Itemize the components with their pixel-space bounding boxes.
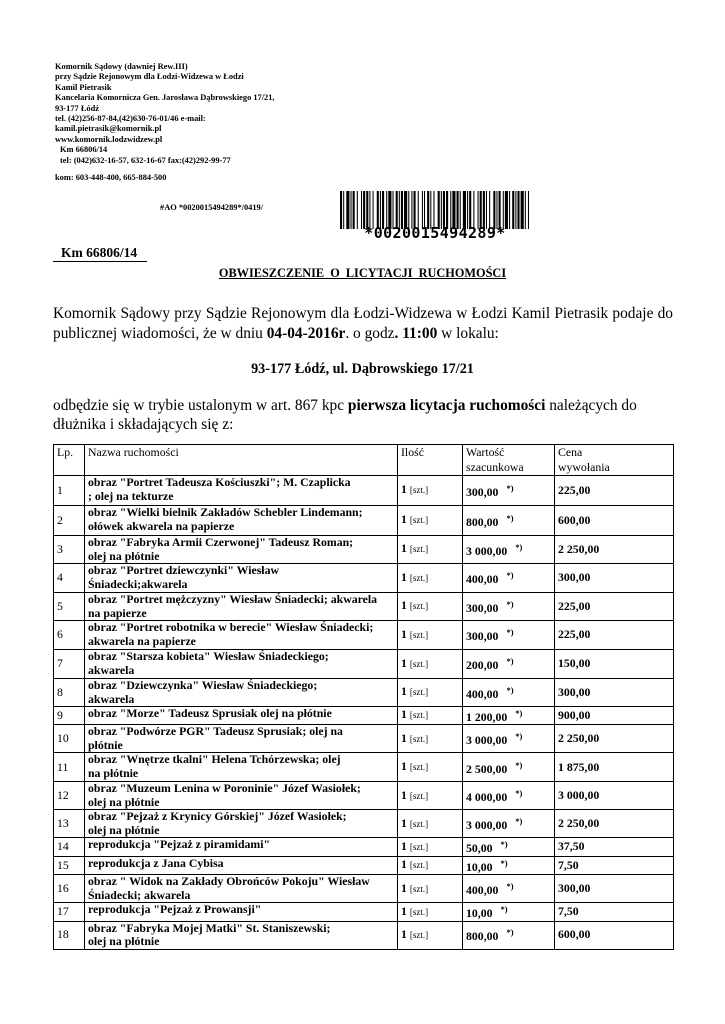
row-lp: 9 (54, 707, 85, 725)
header-website: www.komornik.lodzwidzew.pl (55, 134, 163, 144)
table-row (54, 621, 674, 650)
row-estimated-value (463, 707, 555, 725)
row-item-name-line1: obraz "Fabryka Mojej Matki" St. Staniszewski; (88, 920, 331, 935)
row-qty-value: 1 (401, 707, 407, 722)
row-value-footnote: *) (506, 512, 514, 523)
row-estimated-value (463, 838, 555, 856)
row-lp: 11 (54, 753, 85, 782)
row-estimated-value (463, 593, 555, 621)
row-item-name-line2: olej na płótnie (88, 548, 160, 563)
row-value-footnote: *) (500, 904, 508, 915)
row-value-footnote: *) (515, 541, 523, 552)
col-header-value-line1: Wartość (466, 445, 505, 459)
row-qty-value: 1 (401, 815, 407, 830)
row-value-amount: 400,00 (466, 686, 499, 701)
col-header-qty: Ilość (398, 445, 463, 476)
header-line: Kamil Pietrasik (55, 82, 112, 92)
row-value-footnote: *) (515, 788, 523, 799)
row-starting-price: 2 250,00 (555, 725, 674, 753)
table-row (54, 476, 674, 506)
row-value-amount: 2 500,00 (466, 761, 508, 776)
row-value-footnote: *) (515, 708, 523, 718)
row-qty (398, 506, 463, 536)
row-qty-value: 1 (401, 926, 407, 941)
row-item-name-line1: obraz "Portret mężczyzny" Wiesław Śniadecki; akwarela (88, 592, 378, 606)
row-estimated-value (463, 536, 555, 564)
row-qty (398, 593, 463, 621)
row-item-name (85, 782, 398, 810)
row-lp: 7 (54, 650, 85, 679)
row-qty-value: 1 (401, 482, 407, 497)
row-qty (398, 621, 463, 650)
row-qty-unit: [szt.] (409, 906, 429, 917)
row-item-name-line1: obraz "Starsza kobieta" Wiesław Śniadeckiego; (88, 649, 329, 663)
row-value-amount: 3 000,00 (466, 818, 508, 833)
row-item-name-line2: Śniadecki;akwarela (88, 576, 188, 591)
row-estimated-value (463, 725, 555, 753)
row-value-footnote: *) (506, 881, 514, 892)
table-row (54, 536, 674, 564)
bailiff-header (55, 62, 355, 183)
row-value-amount: 4 000,00 (466, 790, 508, 805)
row-starting-price: 300,00 (555, 564, 674, 593)
row-item-name (85, 593, 398, 621)
row-starting-price: 300,00 (555, 679, 674, 707)
row-estimated-value (463, 856, 555, 874)
row-starting-price: 7,50 (555, 903, 674, 921)
auction-place: 93-177 Łódź, ul. Dąbrowskiego 17/21 (251, 361, 474, 377)
row-item-name (85, 621, 398, 650)
row-starting-price: 600,00 (555, 506, 674, 536)
announcement-paragraph (53, 304, 673, 344)
row-lp: 15 (54, 856, 85, 874)
row-qty (398, 476, 463, 506)
row-value-footnote: *) (506, 627, 514, 638)
row-item-name-line1: reprodukcja "Pejzaż z Prowansji" (88, 902, 262, 917)
row-item-name-line2: olej na płótnie (88, 794, 160, 809)
items-table (53, 444, 674, 950)
row-qty (398, 903, 463, 921)
row-starting-price: 225,00 (555, 593, 674, 621)
row-qty-unit: [szt.] (409, 515, 429, 526)
row-qty (398, 921, 463, 949)
row-estimated-value (463, 810, 555, 838)
row-item-name-line1: obraz "Portret robotnika w berecie" Wiesław Śniadecki; (88, 620, 374, 634)
row-value-amount: 3 000,00 (466, 733, 508, 748)
row-qty-unit: [szt.] (409, 883, 429, 894)
row-item-name (85, 476, 398, 506)
row-qty (398, 679, 463, 707)
row-starting-price: 7,50 (555, 856, 674, 874)
table-row (54, 707, 674, 725)
row-qty-value: 1 (401, 787, 407, 802)
row-starting-price: 300,00 (555, 875, 674, 903)
row-lp: 16 (54, 875, 85, 903)
row-lp: 5 (54, 593, 85, 621)
row-item-name (85, 650, 398, 679)
col-header-price (555, 445, 674, 476)
row-value-footnote: *) (506, 656, 514, 667)
row-item-name-line1: obraz "Wnętrze tkalni" Helena Tchórzewska; olej (88, 752, 341, 767)
row-qty-unit: [szt.] (409, 860, 429, 871)
row-estimated-value (463, 564, 555, 593)
row-lp: 17 (54, 903, 85, 921)
row-lp: 10 (54, 725, 85, 753)
row-lp: 12 (54, 782, 85, 810)
row-item-name (85, 856, 398, 874)
row-lp: 4 (54, 564, 85, 593)
row-qty (398, 838, 463, 856)
row-lp: 18 (54, 921, 85, 949)
row-qty-value: 1 (401, 903, 407, 918)
table-header-row (54, 445, 674, 476)
row-starting-price: 225,00 (555, 621, 674, 650)
table-row (54, 921, 674, 949)
row-item-name-line1: obraz "Fabryka Armii Czerwonej" Tadeusz Roman; (88, 535, 354, 549)
header-line: przy Sądzie Rejonowym dla Łodzi-Widzewa w Łodzi (55, 72, 244, 82)
header-line: Kancelaria Komornicza Gen. Jarosława Dąbrowskiego 17/21, (55, 93, 275, 103)
row-qty-unit: [szt.] (409, 929, 429, 940)
row-qty (398, 856, 463, 874)
header-line: tel: (042)632-16-57, 632-16-67 fax:(42)292-99-77 (60, 155, 231, 165)
row-value-footnote: *) (515, 759, 523, 770)
paragraph-text: odbędzie się w trybie ustalonym w art. 867 kpc (53, 397, 348, 414)
row-qty-value: 1 (401, 880, 407, 895)
row-value-footnote: *) (506, 598, 514, 609)
row-qty-unit: [szt.] (409, 629, 429, 640)
table-row (54, 782, 674, 810)
paragraph-text: w lokalu: (437, 325, 499, 342)
table-row (54, 679, 674, 707)
row-item-name (85, 838, 398, 856)
row-qty-value: 1 (401, 598, 407, 613)
row-value-amount: 10,00 (466, 906, 493, 921)
row-item-name-line2: olej na płótnie (88, 822, 160, 837)
row-qty-unit: [szt.] (409, 710, 429, 721)
header-line: tel. (42)256-87-84,(42)630-76-01/46 e-mail: (55, 114, 206, 124)
row-estimated-value (463, 679, 555, 707)
row-qty-value: 1 (401, 857, 407, 872)
row-starting-price: 1 875,00 (555, 753, 674, 782)
row-qty-unit: [szt.] (409, 762, 429, 773)
row-estimated-value (463, 621, 555, 650)
row-value-amount: 800,00 (466, 514, 499, 529)
row-qty-value: 1 (401, 838, 407, 853)
row-qty-unit: [szt.] (409, 601, 429, 612)
row-qty-value: 1 (401, 512, 407, 527)
row-item-name-line2: na płótnie (88, 765, 139, 780)
col-header-lp: Lp. (54, 445, 85, 476)
row-item-name-line1: obraz "Podwórze PGR" Tadeusz Sprusiak; olej na (88, 724, 343, 739)
row-value-footnote: *) (506, 482, 514, 493)
col-header-price-line2: wywołania (558, 460, 610, 474)
table-row (54, 593, 674, 621)
row-starting-price: 3 000,00 (555, 782, 674, 810)
row-item-name-line1: obraz "Pejzaż z Krynicy Górskiej" Józef Wasiołek; (88, 809, 347, 824)
row-qty-value: 1 (401, 569, 407, 584)
row-value-amount: 10,00 (466, 859, 493, 874)
row-qty-unit: [szt.] (409, 790, 429, 801)
auction-date: 04-04-2016r (266, 325, 346, 342)
row-value-footnote: *) (500, 857, 508, 868)
row-estimated-value (463, 903, 555, 921)
row-qty-unit: [szt.] (409, 687, 429, 698)
auction-type: pierwsza licytacja ruchomości (347, 397, 546, 414)
table-row (54, 838, 674, 856)
col-header-price-line1: Cena (558, 445, 583, 459)
row-lp: 13 (54, 810, 85, 838)
row-qty-unit: [szt.] (409, 733, 429, 744)
row-item-name-line2: akwarela (88, 691, 135, 706)
row-item-name (85, 536, 398, 564)
row-estimated-value (463, 753, 555, 782)
row-item-name (85, 707, 398, 725)
row-lp: 8 (54, 679, 85, 707)
row-item-name (85, 725, 398, 753)
header-line: Komornik Sądowy (dawniej Rew.III) (55, 62, 188, 71)
row-lp: 3 (54, 536, 85, 564)
table-row (54, 725, 674, 753)
row-lp: 2 (54, 506, 85, 536)
row-qty-value: 1 (401, 541, 407, 556)
row-estimated-value (463, 506, 555, 536)
header-line: 93-177 Łódź (55, 103, 99, 113)
row-starting-price: 600,00 (555, 921, 674, 949)
row-item-name-line2: ; olej na tekturze (88, 488, 174, 503)
row-item-name-line1: obraz "Portret Tadeusza Kościuszki"; M. Czaplicka (88, 475, 351, 489)
row-value-amount: 300,00 (466, 484, 499, 499)
row-estimated-value (463, 875, 555, 903)
row-qty (398, 810, 463, 838)
case-number: Km 66806/14 (53, 245, 147, 262)
row-item-name (85, 810, 398, 838)
legal-basis-paragraph (53, 396, 678, 434)
document-title: OBWIESZCZENIE O LICYTACJI RUCHOMOŚCI (218, 266, 507, 280)
row-value-amount: 50,00 (466, 841, 493, 856)
row-qty-unit: [szt.] (409, 572, 429, 583)
row-estimated-value (463, 782, 555, 810)
table-row (54, 856, 674, 874)
table-row (54, 650, 674, 679)
row-starting-price: 150,00 (555, 650, 674, 679)
row-estimated-value (463, 921, 555, 949)
row-value-amount: 200,00 (466, 658, 499, 673)
row-item-name (85, 903, 398, 921)
row-item-name (85, 875, 398, 903)
row-item-name-line2: olej na płótnie (88, 934, 160, 949)
header-line: Km 66806/14 (60, 145, 108, 155)
paragraph-text: . o godz (345, 325, 395, 342)
ao-reference: #AO *0020015494289*/0419/ (160, 203, 264, 212)
row-item-name-line1: obraz "Portret dziewczynki" Wiesław (88, 563, 280, 577)
row-qty-unit: [szt.] (409, 544, 429, 555)
row-qty (398, 536, 463, 564)
paragraph-text: należących do dłużnika i składających się z: (53, 397, 637, 433)
row-value-footnote: *) (506, 927, 514, 938)
row-value-footnote: *) (506, 684, 514, 695)
table-row (54, 903, 674, 921)
table-row (54, 810, 674, 838)
col-header-name: Nazwa ruchomości (85, 445, 398, 476)
row-qty (398, 564, 463, 593)
row-qty-value: 1 (401, 759, 407, 774)
row-value-footnote: *) (515, 731, 523, 742)
row-qty (398, 707, 463, 725)
row-qty-value: 1 (401, 684, 407, 699)
row-value-amount: 400,00 (466, 572, 499, 587)
row-qty (398, 753, 463, 782)
table-row (54, 506, 674, 536)
row-item-name-line2: Śniadecki; akwarela (88, 887, 191, 902)
row-value-footnote: *) (515, 816, 523, 827)
header-line: kom: 603-448-400, 665-884-500 (55, 173, 167, 183)
row-qty (398, 875, 463, 903)
row-lp: 6 (54, 621, 85, 650)
row-item-name (85, 679, 398, 707)
row-item-name-line1: obraz "Wielki bielnik Zakładów Schebler Lindemann; (88, 505, 363, 519)
row-qty (398, 725, 463, 753)
row-qty-value: 1 (401, 730, 407, 745)
row-qty-unit: [szt.] (409, 841, 429, 852)
row-estimated-value (463, 476, 555, 506)
row-item-name-line1: obraz "Dziewczynka" Wiesław Śniadeckiego; (88, 678, 318, 692)
row-qty-unit: [szt.] (409, 485, 429, 496)
barcode-text: *0020015494289* (364, 224, 506, 242)
row-item-name-line2: na papierze (88, 605, 147, 620)
table-row (54, 875, 674, 903)
row-item-name-line1: reprodukcja "Pejzaż z piramidami" (88, 837, 271, 852)
row-item-name (85, 564, 398, 593)
row-lp: 1 (54, 476, 85, 506)
row-value-amount: 3 000,00 (466, 543, 508, 558)
row-qty-unit: [szt.] (409, 658, 429, 669)
row-starting-price: 2 250,00 (555, 536, 674, 564)
row-item-name-line2: ołówek akwarela na papierze (88, 518, 235, 533)
row-item-name (85, 506, 398, 536)
row-item-name (85, 921, 398, 949)
row-qty-value: 1 (401, 655, 407, 670)
row-value-amount: 300,00 (466, 629, 499, 644)
row-item-name-line1: reprodukcja z Jana Cybisa (88, 855, 224, 870)
col-header-value-line2: szacunkowa (466, 460, 524, 474)
row-qty-unit: [szt.] (409, 818, 429, 829)
row-starting-price: 900,00 (555, 707, 674, 725)
row-item-name (85, 753, 398, 782)
row-starting-price: 2 250,00 (555, 810, 674, 838)
row-value-amount: 1 200,00 (466, 709, 508, 724)
row-lp: 14 (54, 838, 85, 856)
row-qty-value: 1 (401, 626, 407, 641)
row-value-footnote: *) (500, 839, 508, 850)
row-value-amount: 800,00 (466, 929, 499, 944)
row-item-name-line1: obraz "Muzeum Lenina w Poroninie" Józef Wasiołek; (88, 781, 361, 796)
row-item-name-line2: płótnie (88, 737, 123, 752)
row-item-name-line2: akwarela (88, 662, 135, 677)
row-value-amount: 300,00 (466, 600, 499, 615)
col-header-value (463, 445, 555, 476)
row-starting-price: 37,50 (555, 838, 674, 856)
row-item-name-line2: akwarela na papierze (88, 633, 196, 648)
paragraph-text: Komornik Sądowy przy Sądzie Rejonowym dla Łodzi-Widzewa w Łodzi Kamil Pietrasik podaje do publicznej wiadomości, że w dniu (53, 305, 673, 342)
row-item-name-line1: obraz " Widok na Zakłady Obrońców Pokoju" Wiesław (88, 874, 370, 889)
auction-time: . 11:00 (394, 325, 438, 342)
row-value-amount: 400,00 (466, 882, 499, 897)
row-qty (398, 782, 463, 810)
row-qty (398, 650, 463, 679)
row-starting-price: 225,00 (555, 476, 674, 506)
table-row (54, 753, 674, 782)
header-email: kamil.pietrasik@komornik.pl (55, 124, 162, 134)
table-row (54, 564, 674, 593)
row-value-footnote: *) (506, 570, 514, 581)
row-estimated-value (463, 650, 555, 679)
row-item-name-line1: obraz "Morze" Tadeusz Sprusiak olej na płótnie (88, 706, 332, 720)
